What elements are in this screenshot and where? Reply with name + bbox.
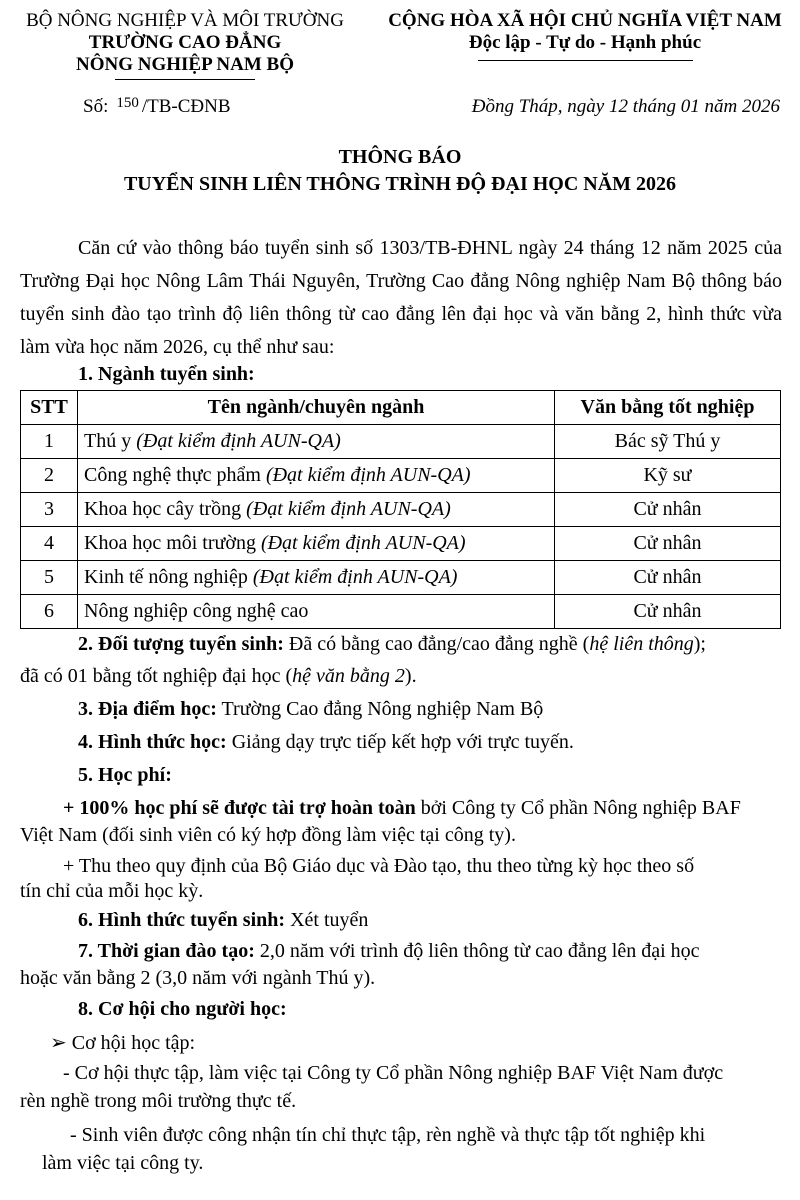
table-row [21,493,781,527]
table-row [21,595,781,629]
intro-text: Căn cứ vào thông báo tuyển sinh số 1303/TB-ĐHNL ngày 24 tháng 12 năm 2025 của Trường Đại học Nông Lâm Thái Nguyên, Trường Cao đẳng Nông nghiệp Nam Bộ thông báo tuyển sinh đào tạo trình độ liên thông từ cao đẳng lên đại học và văn bằng 2, hình thức vừa làm vừa học năm 2026, cụ thể như sau: [20,237,782,358]
section-6-heading: 6. Hình thức tuyển sinh: [78,909,286,931]
row-major [78,425,555,459]
opportunity-item-2-cont: làm việc tại công ty. [42,1152,204,1174]
row-stt: 4 [21,527,78,561]
row-major [78,595,555,629]
row-stt: 3 [21,493,78,527]
section-6-text: Xét tuyển [290,909,369,931]
row-major [78,493,555,527]
major-name: Khoa học cây trồng [84,498,242,520]
document-number [83,96,231,118]
section-7-text: 2,0 năm với trình độ liên thông từ cao đẳng lên đại học [259,940,700,962]
row-degree: Bác sỹ Thú y [555,425,781,459]
section-8-heading: 8. Cơ hội cho người học: [78,998,287,1020]
section-2 [78,633,706,656]
section-3-heading: 3. Địa điểm học: [78,698,217,720]
table-row [21,527,781,561]
section-7-cont: hoặc văn bằng 2 (3,0 năm với ngành Thú y). [20,967,376,989]
section-2-italic: hệ liên thông [589,633,694,655]
row-degree: Kỹ sư [555,459,781,493]
row-stt: 5 [21,561,78,595]
accreditation-note: (Đạt kiểm định AUN-QA) [260,532,466,554]
fee-bullet-1-bold: + 100% học phí sẽ được tài trợ hoàn toàn [63,797,416,819]
accreditation-note: (Đạt kiểm định AUN-QA) [252,566,458,588]
row-stt: 2 [21,459,78,493]
motto-underline [478,60,693,61]
major-name: Thú y [84,430,132,452]
table-row [21,459,781,493]
section-7-heading: 7. Thời gian đào tạo: [78,940,255,962]
section-6 [78,909,368,932]
fee-bullet-1-text: bởi Công ty Cổ phần Nông nghiệp BAF [420,797,741,819]
row-major [78,527,555,561]
row-major [78,459,555,493]
republic-name: CỘNG HÒA XÃ HỘI CHỦ NGHĨA VIỆT NAM [388,10,782,31]
col-stt: STT [21,391,78,425]
row-degree: Cử nhân [555,561,781,595]
opportunity-subheading [50,1030,195,1055]
table-row [21,425,781,459]
section-5-heading: 5. Học phí: [78,764,172,786]
accreditation-note: (Đạt kiểm định AUN-QA) [246,498,451,520]
section-3-text: Trường Cao đẳng Nông nghiệp Nam Bộ [221,698,544,720]
section-7 [78,940,700,963]
section-4-heading: 4. Hình thức học: [78,731,227,753]
row-stt: 6 [21,595,78,629]
opportunity-item-2: - Sinh viên được công nhận tín chỉ thực tập, rèn nghề và thực tập tốt nghiệp khi [70,1124,706,1146]
row-degree: Cử nhân [555,595,781,629]
fee-bullet-2: + Thu theo quy định của Bộ Giáo dục và Đào tạo, thu theo từng kỳ học theo số [63,855,695,877]
document-subtitle: TUYỂN SINH LIÊN THÔNG TRÌNH ĐỘ ĐẠI HỌC NĂM 2026 [123,173,677,195]
intro-paragraph [20,232,782,364]
issuer-underline [115,79,255,80]
section-2-italic: hệ văn bằng 2 [292,665,405,687]
document-title: THÔNG BÁO [338,146,462,168]
motto: Độc lập - Tự do - Hạnh phúc [468,32,702,53]
school-name-line1: TRƯỜNG CAO ĐẲNG [88,32,282,53]
fee-bullet-1 [63,797,741,820]
school-name-line2: NÔNG NGHIỆP NAM BỘ [76,54,294,75]
table-row [21,561,781,595]
section-4-text: Giảng dạy trực tiếp kết hợp với trực tuyến. [231,731,574,753]
section-2-cont [20,665,417,688]
major-name: Công nghệ thực phẩm [84,464,261,486]
place-date: Đồng Tháp, ngày 12 tháng 01 năm 2026 [471,96,780,117]
ministry-name: BỘ NÔNG NGHIỆP VÀ MÔI TRƯỜNG [26,10,344,31]
accreditation-note: (Đạt kiểm định AUN-QA) [265,464,471,486]
section-2-text: ). [404,665,417,687]
table-header-row [21,391,781,425]
section-2-heading: 2. Đối tượng tuyển sinh: [78,633,284,655]
fee-bullet-2-cont: tín chỉ của mỗi học kỳ. [20,880,204,902]
section-2-text: ); [693,633,706,655]
row-stt: 1 [21,425,78,459]
opportunity-subheading-text: Cơ hội học tập: [71,1032,196,1054]
doc-no-value: 150 [116,95,139,111]
major-name: Khoa học môi trường [84,532,256,554]
section-4 [78,731,574,754]
opportunity-item-1-cont: rèn nghề trong môi trường thực tế. [20,1090,297,1112]
major-name: Nông nghiệp công nghệ cao [84,600,309,622]
col-degree: Văn bằng tốt nghiệp [555,391,781,425]
opportunity-item-1: - Cơ hội thực tập, làm việc tại Công ty Cổ phần Nông nghiệp BAF Việt Nam được [63,1062,724,1084]
fee-bullet-1-cont: Việt Nam (đối sinh viên có ký hợp đồng làm việc tại công ty). [20,824,516,846]
doc-no-suffix: /TB-CĐNB [141,96,231,117]
section-2-text: đã có 01 bằng tốt nghiệp đại học ( [20,665,293,687]
row-degree: Cử nhân [555,527,781,561]
major-name: Kinh tế nông nghiệp [84,566,248,588]
issuer-block [10,10,360,76]
arrow-bullet-icon: ➢ [50,1032,67,1054]
row-major [78,561,555,595]
majors-table [20,390,781,629]
doc-no-label: Số: [83,96,109,117]
national-header [375,10,795,54]
section-2-text: Đã có bằng cao đẳng/cao đẳng nghề ( [288,633,590,655]
section-3 [78,698,543,721]
section-1-heading: 1. Ngành tuyển sinh: [78,363,255,385]
accreditation-note: (Đạt kiểm định AUN-QA) [136,430,341,452]
col-major: Tên ngành/chuyên ngành [78,391,555,425]
row-degree: Cử nhân [555,493,781,527]
